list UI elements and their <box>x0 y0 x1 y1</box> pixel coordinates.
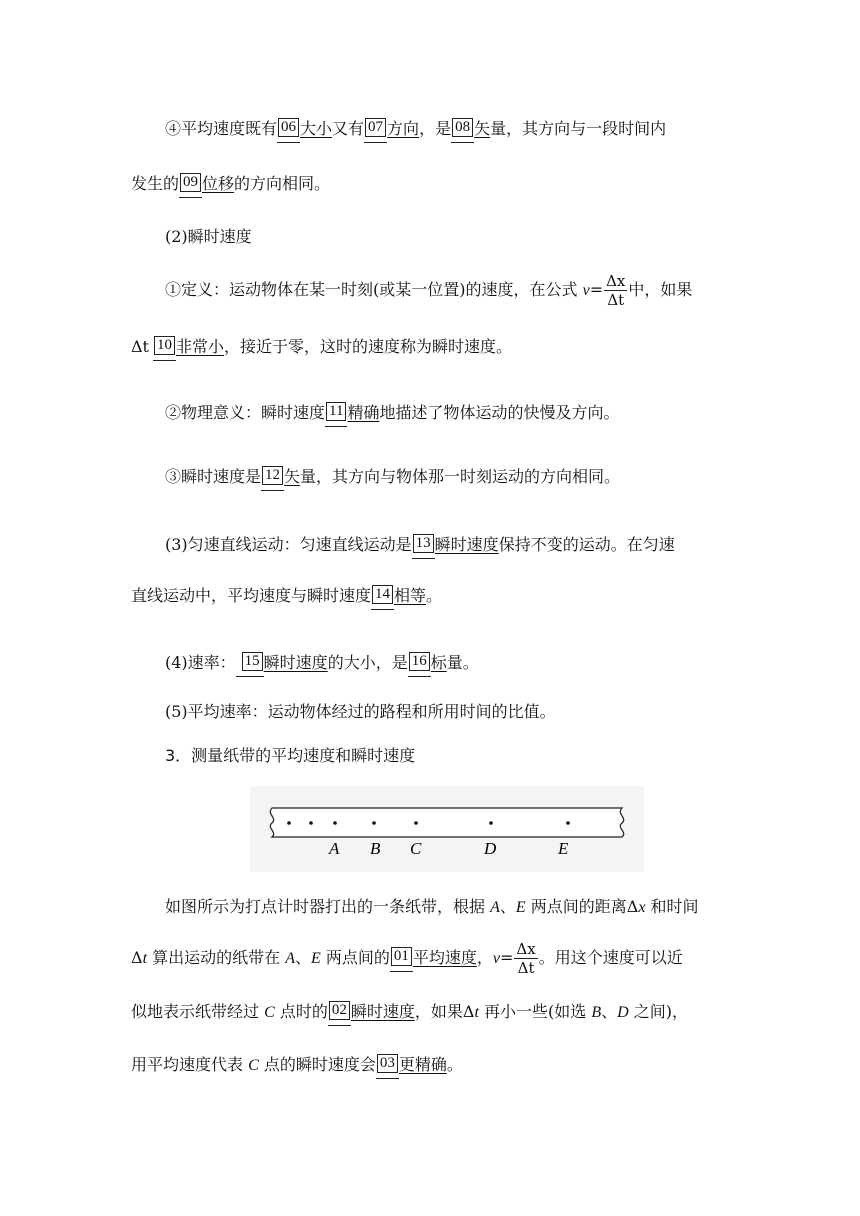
para-uniform-motion <box>165 534 675 559</box>
tape-outline <box>270 808 623 837</box>
section-heading-tape: 3．测量纸带的平均速度和瞬时速度 <box>165 746 416 765</box>
blank-number: 15 <box>242 652 263 671</box>
text: Δt <box>131 337 149 356</box>
para-tape-line3 <box>131 1001 688 1026</box>
blank-15 <box>236 652 264 677</box>
answer: 瞬时速度 <box>434 535 499 554</box>
blank-12 <box>261 466 284 491</box>
symbol-e: E <box>515 899 526 916</box>
blank-number: 02 <box>329 1001 350 1020</box>
text: 、 <box>499 897 516 916</box>
text: ①定义：运动物体在某一时刻(或某一位置)的速度，在公式 <box>165 280 583 299</box>
blank-number: 16 <box>409 652 430 671</box>
blank-number: 01 <box>391 947 412 966</box>
para-average-speed: (5)平均速率：运动物体经过的路程和所用时间的比值。 <box>165 702 556 721</box>
text: 的大小，是 <box>327 653 408 672</box>
blank-07 <box>364 118 387 143</box>
tape-dot <box>414 821 418 825</box>
blank-number: 14 <box>372 585 393 604</box>
tape-dot <box>309 821 313 825</box>
answer: 位移 <box>202 174 235 193</box>
blank-number: 07 <box>365 118 386 137</box>
text: 直线运动中，平均速度与瞬时速度 <box>131 586 372 605</box>
symbol-b: B <box>591 1004 602 1021</box>
blank-14 <box>371 585 394 610</box>
blank-01 <box>390 947 413 972</box>
blank-08 <box>451 118 474 143</box>
equals: = <box>500 948 514 967</box>
text: 、 <box>294 948 311 967</box>
para-tape-line1 <box>165 896 699 919</box>
text: 量，其方向与物体那一时刻运动的方向相同。 <box>300 467 621 486</box>
point-label-d: D <box>484 839 497 858</box>
blank-02 <box>328 1001 351 1026</box>
symbol-v: v <box>492 950 501 967</box>
para-average-velocity-vector <box>165 118 666 143</box>
blank-number: 09 <box>180 173 201 192</box>
fraction <box>514 940 537 977</box>
blank-number: 10 <box>154 336 175 355</box>
text: 再小一些(如选 <box>478 1002 592 1021</box>
blank-number: 08 <box>452 118 473 137</box>
text: 、 <box>601 1002 618 1021</box>
fraction <box>604 272 627 309</box>
symbol-t: t <box>474 1004 479 1021</box>
para-vector <box>165 466 620 491</box>
symbol-v: v <box>582 282 590 299</box>
answer: 大小 <box>300 119 333 138</box>
blank-09 <box>179 173 202 198</box>
blank-number: 11 <box>326 402 346 421</box>
text: ④平均速度既有 <box>165 119 278 138</box>
equals: = <box>589 280 604 299</box>
text: ③瞬时速度是 <box>165 467 262 486</box>
text: (4)速率： <box>165 653 236 672</box>
point-label-a: A <box>329 839 340 858</box>
text: 。 <box>446 1055 463 1074</box>
text: Δ <box>131 948 143 967</box>
answer: 瞬时速度 <box>263 653 328 672</box>
para-average-velocity-line2 <box>131 173 330 198</box>
answer: 方向 <box>387 119 420 138</box>
symbol-a: A <box>285 950 295 967</box>
answer: 更精确 <box>398 1055 447 1074</box>
para-tape-line2 <box>131 940 683 977</box>
tape-dot <box>333 821 337 825</box>
text: 发生的 <box>131 174 180 193</box>
answer: 标 <box>430 653 447 672</box>
symbol-d: D <box>617 1004 629 1021</box>
answer: 瞬时速度 <box>350 1002 415 1021</box>
blank-13 <box>412 534 435 559</box>
blank-number: 12 <box>262 466 283 485</box>
text: 算出运动的纸带在 <box>147 948 286 967</box>
blank-10 <box>153 336 176 361</box>
numerator: Δx <box>516 940 536 958</box>
point-label-e: E <box>558 839 569 858</box>
text: 又有 <box>332 119 365 138</box>
symbol-a: A <box>490 899 500 916</box>
text: 之间)， <box>628 1002 689 1021</box>
text: 和时间 <box>645 897 699 916</box>
point-label-b: B <box>370 839 381 858</box>
answer: 精确 <box>347 403 380 422</box>
para-uniform-motion-line2 <box>131 585 442 610</box>
text: 。 <box>426 586 443 605</box>
text: ， <box>476 948 493 967</box>
text: 似地表示纸带经过 <box>131 1002 265 1021</box>
text: 量，其方向与一段时间内 <box>490 119 667 138</box>
symbol-t: t <box>142 950 148 967</box>
answer: 相等 <box>394 586 427 605</box>
text: 。用这个速度可以近 <box>538 948 683 967</box>
blank-03 <box>376 1054 399 1079</box>
para-definition-line2 <box>131 336 512 361</box>
answer: 非常小 <box>175 337 224 356</box>
numerator: Δx <box>606 272 626 290</box>
text: 如图所示为打点计时器打出的一条纸带，根据 <box>165 897 491 916</box>
para-definition <box>165 272 692 309</box>
para-physical-meaning <box>165 402 620 427</box>
text: 地描述了物体运动的快慢及方向。 <box>379 403 620 422</box>
paper-tape-diagram <box>250 786 644 872</box>
para-speed <box>165 652 479 677</box>
blank-number: 13 <box>413 534 434 553</box>
symbol-x: x <box>638 899 646 916</box>
paper-tape-figure <box>250 786 644 872</box>
blank-11 <box>325 402 347 427</box>
tape-dot <box>566 821 570 825</box>
text: ，接近于零，这时的速度称为瞬时速度。 <box>224 337 513 356</box>
text: 量。 <box>446 653 479 672</box>
text: 中，如果 <box>628 280 693 299</box>
para-tape-line4 <box>131 1054 463 1079</box>
tape-dot <box>372 821 376 825</box>
answer: 矢 <box>284 467 301 486</box>
answer: 矢 <box>474 119 491 138</box>
blank-16 <box>408 652 431 677</box>
denominator: Δt <box>607 291 625 309</box>
text: ，是 <box>419 119 452 138</box>
text: 用平均速度代表 <box>131 1055 249 1074</box>
answer: 平均速度 <box>412 948 477 967</box>
tape-dot <box>489 821 493 825</box>
symbol-c: C <box>248 1057 259 1074</box>
text: ，如果Δ <box>414 1002 475 1021</box>
text: ②物理意义：瞬时速度 <box>165 403 326 422</box>
blank-06 <box>277 118 300 143</box>
text: 点的瞬时速度会 <box>258 1055 376 1074</box>
blank-number: 03 <box>377 1054 398 1073</box>
symbol-e: E <box>311 950 321 967</box>
text: 两点间的距离Δ <box>525 897 639 916</box>
text: 点时的 <box>274 1002 328 1021</box>
text: 的方向相同。 <box>234 174 331 193</box>
blank-number: 06 <box>278 118 299 137</box>
text: (3)匀速直线运动：匀速直线运动是 <box>165 535 412 554</box>
denominator: Δt <box>517 959 535 977</box>
symbol-c: C <box>264 1004 275 1021</box>
text: 两点间的 <box>320 948 390 967</box>
text: 保持不变的运动。在匀速 <box>498 535 675 554</box>
tape-dot <box>287 821 291 825</box>
point-label-c: C <box>410 839 422 858</box>
section-title-instant-velocity: (2)瞬时速度 <box>165 227 252 246</box>
